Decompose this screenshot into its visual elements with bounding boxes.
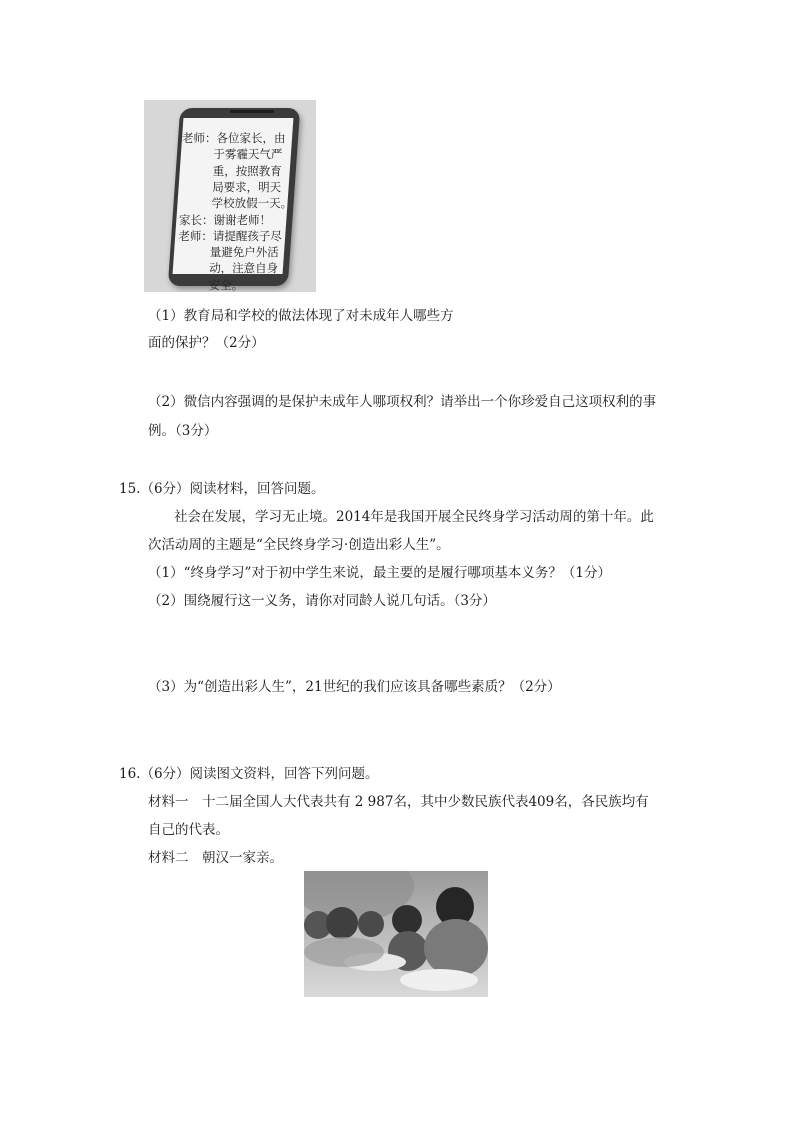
q15-header: 15.（6分）阅读材料，回答问题。 <box>119 481 325 497</box>
q16-material1-line2: 自己的代表。 <box>148 822 229 838</box>
q14-sub1-line1: （1）教育局和学校的做法体现了对未成年人哪些方 <box>148 308 454 324</box>
q15-paragraph-line1: 社会在发展，学习无止境。2014年是我国开展全民终身学习活动周的第十年。此 <box>174 509 654 525</box>
chat-line <box>209 277 244 292</box>
chat-text: 各位家长，由 <box>216 131 286 145</box>
chat-line <box>212 179 281 195</box>
chat-text: 谢谢老师！ <box>213 212 271 227</box>
wechat-phone-figure <box>144 100 316 292</box>
q14-sub2-line1: （2）微信内容强调的是保护未成年人哪项权利？请举出一个你珍爱自己这项权利的事 <box>148 394 657 410</box>
chat-line <box>213 163 282 179</box>
chat-line <box>213 146 282 162</box>
chat-speaker: 老师： <box>182 131 217 145</box>
korean-han-family-photo <box>304 871 488 997</box>
chat-text: 重，按照教育 <box>212 163 282 178</box>
chat-line <box>209 260 278 276</box>
q16-header: 16.（6分）阅读图文资料，回答下列问题。 <box>119 766 379 782</box>
chat-text: 安全。 <box>208 277 244 292</box>
q16-material2: 材料二 朝汉一家亲。 <box>148 850 283 866</box>
q14-sub2-line2: 例。（3分） <box>148 423 218 439</box>
chat-line <box>179 212 271 228</box>
chat-line <box>182 130 286 146</box>
chat-line <box>210 244 279 260</box>
chat-text: 学校放假一天。 <box>211 196 293 211</box>
chat-text: 于雾霾天气严 <box>213 147 283 162</box>
chat-speaker: 老师： <box>178 228 213 243</box>
q16-material1-line1: 材料一 十二届全国人大代表共有 2 987名，其中少数民族代表409名，各民族均有 <box>148 794 649 810</box>
q15-sub1: （1）“终身学习”对于初中学生来说，最主要的是履行哪项基本义务？（1分） <box>148 565 611 581</box>
chat-text: 动，注意自身 <box>209 261 279 276</box>
chat-text: 局要求，明天 <box>212 179 282 194</box>
chat-line <box>212 195 293 211</box>
chat-speaker: 家长： <box>179 212 214 227</box>
q14-sub1-line2: 面的保护？（2分） <box>148 335 265 351</box>
chat-text: 量避免户外活 <box>209 245 279 260</box>
phone-speaker <box>230 110 274 113</box>
chat-text: 请提醒孩子尽 <box>212 228 282 243</box>
q15-paragraph-line2: 次活动周的主题是“全民终身学习·创造出彩人生”。 <box>148 537 450 553</box>
chat-line <box>178 228 282 244</box>
q15-sub3: （3）为“创造出彩人生”，21世纪的我们应该具备哪些素质？（2分） <box>148 679 561 695</box>
q15-sub2: （2）围绕履行这一义务，请你对同龄人说几句话。（3分） <box>148 593 496 609</box>
